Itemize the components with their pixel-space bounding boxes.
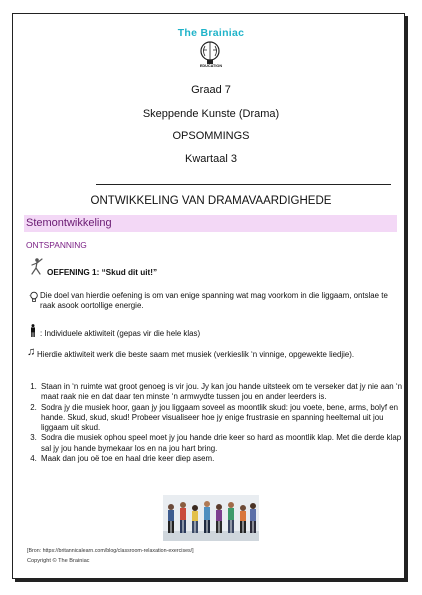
term-heading: Kwartaal 3 (185, 153, 237, 165)
exercise-title: OEFENING 1: “Skud dit uit!” (47, 268, 158, 277)
source-citation: [Bron: https://britannicalearn.com/blog/classroom-relaxation-exercises/] (27, 548, 194, 554)
section-title: ONTWIKKELING VAN DRAMAVAARDIGHEDE (90, 195, 332, 207)
music-note-icon: ♫ (27, 346, 36, 358)
list-item: 4. Maak dan jou oë toe en haal drie keer diep asem. (39, 454, 406, 464)
steps-list (27, 382, 406, 465)
purpose-text: Die doel van hierdie oefening is om van enige spanning wat mag voorkom in die liggaam, ontslae te raak asook oortollige energie. (40, 291, 388, 311)
music-text: Hierdie aktiwiteit werk die beste saam met musiek (verkieslik ‘n vinnige, opgewekte liedjie). (37, 350, 355, 359)
topic-label: Stemontwikkeling (26, 217, 112, 229)
lightbulb-icon (29, 291, 39, 303)
activity-type-text: : Individuele aktiwiteit (gepas vir die hele klas) (40, 329, 201, 338)
person-icon (29, 324, 37, 337)
copyright-text: Copyright © The Brainiac (27, 558, 90, 564)
divider (96, 184, 391, 185)
subject-heading: Skeppende Kunste (Drama) (142, 108, 280, 120)
grade-heading: Graad 7 (191, 84, 231, 96)
document-type-heading: OPSOMMINGS (172, 130, 250, 142)
brand-name: The Brainiac (177, 27, 245, 39)
list-item: 2. Sodra jy die musiek hoor, gaan jy jou liggaam soveel as moontlik skud: jou voete, bene, arms, bolyf en hande. Skud, skud, skud! Probeer visualiseer hoe jy enige frustrasie en spanning heeltemal uit jou liggaam uit skud. (39, 403, 406, 433)
list-item: 3. Sodra die musiek ophou speel moet jy jou hande drie keer so hard as moontlik klap. Met die derde klap sal jy jou hande bymekaar los en na jou hart bring. (39, 433, 406, 453)
list-item: 1. Staan in ‘n ruimte wat groot genoeg is vir jou. Jy kan jou hande uitsteek om te verseker dat jy nie aan ‘n maat raak nie en dat daar ten minste ‘n armwydte tussen jou en ander leerders is. (39, 382, 406, 402)
subheading: ONTSPANNING (26, 240, 87, 250)
logo-caption: EDUCATION (199, 64, 223, 68)
stretching-figure-icon (28, 257, 44, 275)
dancing-students-photo (163, 495, 259, 541)
brain-logo-icon (196, 40, 224, 74)
